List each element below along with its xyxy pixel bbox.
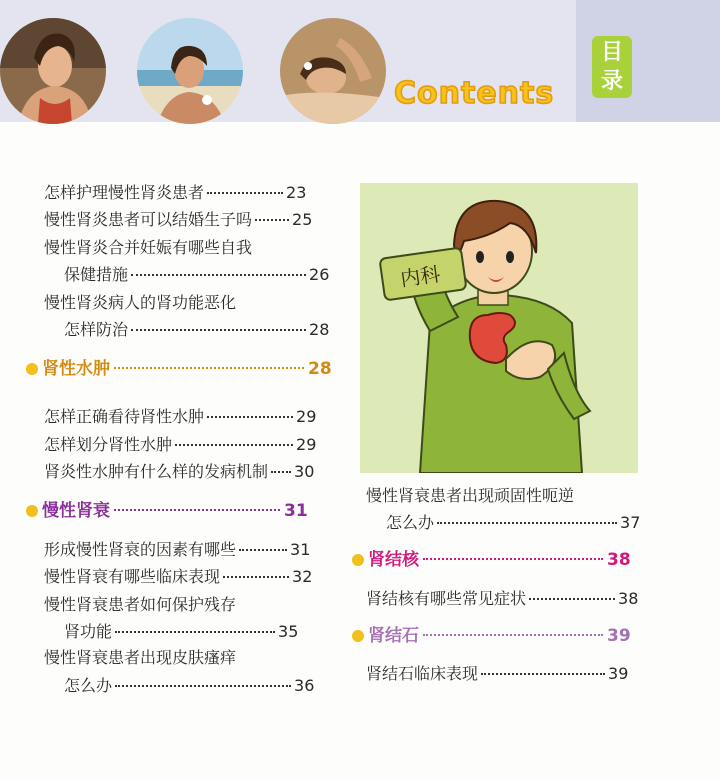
toc-entry-title: 肾炎性水肿有什么样的发病机制: [44, 462, 269, 481]
leader-dots: [437, 522, 617, 524]
toc-entry-page: 23: [286, 183, 307, 202]
toc-entry-page: 35: [278, 622, 299, 641]
section-page: 28: [308, 359, 332, 379]
leader-dots: [114, 367, 304, 369]
toc-entry[interactable]: [44, 595, 236, 615]
leader-dots: [115, 631, 275, 633]
section-page: 31: [284, 501, 308, 521]
leader-dots: [239, 549, 287, 551]
toc-entry-title: 怎样护理慢性肾炎患者: [44, 183, 205, 202]
toc-entry[interactable]: [44, 407, 316, 427]
doctor-illustration: [360, 183, 638, 473]
photo-woman-beach: [137, 18, 243, 124]
section-bullet-icon: [26, 363, 38, 375]
sign-text: 内科: [398, 261, 442, 292]
toc-entry-page: 30: [294, 462, 315, 481]
toc-entry-page: 32: [292, 567, 313, 586]
toc-entry-page: 39: [608, 664, 629, 683]
toc-section-heading[interactable]: [26, 500, 308, 522]
toc-section-heading[interactable]: [26, 358, 332, 380]
section-bullet-icon: [26, 505, 38, 517]
toc-entry[interactable]: [64, 320, 329, 340]
toc-entry-title: 肾结石临床表现: [366, 664, 479, 683]
mulu-char-1: 目: [600, 40, 623, 65]
toc-entry-page: 25: [292, 210, 313, 229]
toc-entry-title: 形成慢性肾衰的因素有哪些: [44, 540, 237, 559]
leader-dots: [255, 219, 289, 221]
toc-entry[interactable]: [44, 238, 252, 258]
toc-entry-title: 慢性肾衰患者出现顽固性呃逆: [366, 486, 575, 505]
section-page: 39: [607, 626, 631, 646]
toc-entry[interactable]: [44, 293, 236, 313]
section-page: 38: [607, 550, 631, 570]
toc-entry[interactable]: [64, 265, 329, 285]
toc-entry-title: 怎么办: [386, 513, 435, 532]
toc-entry-title: 肾结核有哪些常见症状: [366, 589, 527, 608]
leader-dots: [114, 509, 280, 511]
section-bullet-icon: [352, 630, 364, 642]
leader-dots: [423, 634, 603, 636]
section-title: 肾结核: [368, 550, 419, 570]
mulu-char-2: 录: [600, 69, 623, 94]
toc-entry-page: 36: [294, 676, 315, 695]
section-bullet-icon: [352, 554, 364, 566]
toc-entry-page: 28: [309, 320, 330, 339]
toc-entry-title: 慢性肾衰患者出现皮肤瘙痒: [44, 648, 237, 667]
toc-entry-title: 怎么办: [64, 676, 113, 695]
toc-entry-title: 怎样划分肾性水肿: [44, 435, 173, 454]
toc-entry[interactable]: [64, 622, 298, 642]
toc-entry[interactable]: [44, 648, 236, 668]
toc-entry[interactable]: [44, 435, 316, 455]
toc-entry[interactable]: [64, 676, 314, 696]
leader-dots: [481, 673, 605, 675]
leader-dots: [131, 329, 306, 331]
toc-entry-title: 慢性肾衰患者如何保护残存: [44, 595, 237, 614]
toc-entry-title: 慢性肾衰有哪些临床表现: [44, 567, 221, 586]
leader-dots: [423, 558, 603, 560]
toc-entry-page: 29: [296, 407, 317, 426]
toc-entry-title: 怎样正确看待肾性水肿: [44, 407, 205, 426]
leader-dots: [529, 598, 615, 600]
toc-entry-title: 慢性肾炎患者可以结婚生子吗: [44, 210, 253, 229]
leader-dots: [271, 471, 291, 473]
leader-dots: [207, 192, 283, 194]
toc-entry-page: 31: [290, 540, 311, 559]
leader-dots: [131, 274, 306, 276]
toc-entry-page: 38: [618, 589, 639, 608]
toc-entry-page: 26: [309, 265, 330, 284]
photo-massage: [280, 18, 386, 124]
section-title: 慢性肾衰: [42, 501, 110, 521]
toc-entry-title: 肾功能: [64, 622, 113, 641]
toc-section-heading[interactable]: [352, 549, 631, 571]
toc-entry[interactable]: [44, 540, 310, 560]
toc-entry-page: 37: [620, 513, 641, 532]
toc-entry[interactable]: [386, 513, 640, 533]
leader-dots: [223, 576, 289, 578]
leader-dots: [175, 444, 293, 446]
toc-entry-title: 保健措施: [64, 265, 129, 284]
leader-dots: [115, 685, 291, 687]
section-title: 肾性水肿: [42, 359, 110, 379]
mulu-badge: [592, 36, 632, 98]
toc-entry[interactable]: [366, 486, 574, 506]
section-title: 肾结石: [368, 626, 419, 646]
toc-entry[interactable]: [44, 567, 312, 587]
toc-entry-page: 29: [296, 435, 317, 454]
toc-entry-title: 慢性肾炎合并妊娠有哪些自我: [44, 238, 253, 257]
contents-heading: Contents: [394, 76, 555, 111]
toc-entry[interactable]: [366, 589, 638, 609]
toc-entry-title: 怎样防治: [64, 320, 129, 339]
toc-entry[interactable]: [44, 210, 312, 230]
photo-woman-portrait: [0, 18, 106, 124]
toc-entry[interactable]: [44, 183, 306, 203]
toc-entry[interactable]: [44, 462, 314, 482]
leader-dots: [207, 416, 293, 418]
toc-entry[interactable]: [366, 664, 628, 684]
toc-entry-title: 慢性肾炎病人的肾功能恶化: [44, 293, 237, 312]
toc-section-heading[interactable]: [352, 625, 631, 647]
